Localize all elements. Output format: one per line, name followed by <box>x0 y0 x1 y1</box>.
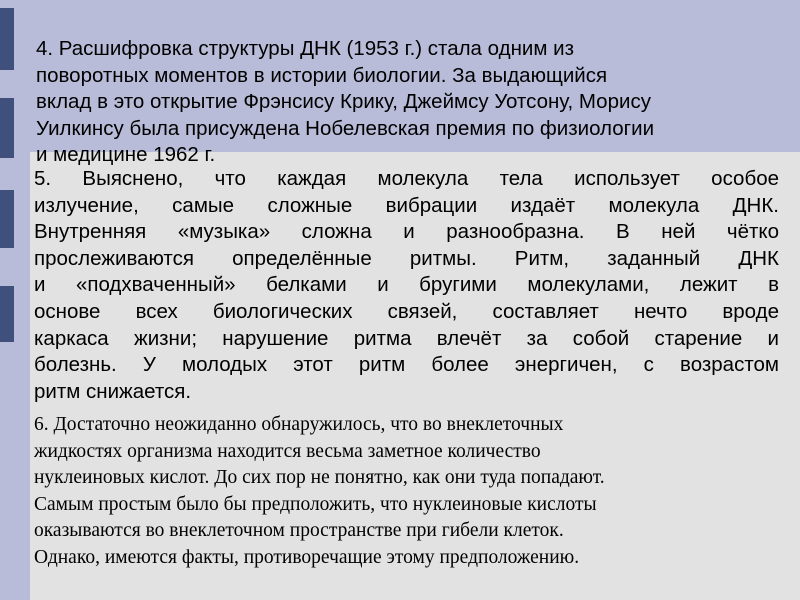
left-accent-bar <box>0 190 14 248</box>
paragraph-nucleic-acids <box>34 412 794 572</box>
paragraph-line: Уилкинсу была присуждена Нобелевская премия по физиологии <box>36 116 655 140</box>
paragraph-line: вклад в это открытие Фрэнсису Крику, Джеймсу Уотсону, Морису <box>36 90 651 114</box>
paragraph-line: излучение, самые сложные вибрации издаёт молекула ДНК. <box>34 193 779 217</box>
paragraph-line: нуклеиновых кислот. До сих пор не понятно, как они туда попадают. <box>34 467 605 489</box>
paragraph-line: Однако, имеются факты, противоречащие этому предположению. <box>34 546 580 568</box>
paragraph-line: и медицине 1962 г. <box>36 143 216 167</box>
paragraph-line: прослеживаются определённые ритмы. Ритм, заданный ДНК <box>34 246 779 270</box>
left-accent-bar <box>0 98 14 158</box>
paragraph-line: 5. Выяснено, что каждая молекула тела использует особое <box>34 167 779 190</box>
paragraph-line: 4. Расшифровка структуры ДНК (1953 г.) стала одним из <box>36 37 574 60</box>
paragraph-line: Самым простым было бы предположить, что нуклеиновые кислоты <box>34 493 597 515</box>
left-accent-bar <box>0 8 14 70</box>
paragraph-line: каркаса жизни; нарушение ритма влечёт за собой старение и <box>34 326 779 350</box>
paragraph-line: 6. Достаточно неожиданно обнаружилось, что во внеклеточных <box>34 414 564 435</box>
paragraph-line: Внутренняя «музыка» сложна и разнообразна. В ней чётко <box>34 220 779 244</box>
paragraph-line: поворотных моментов в истории биологии. За выдающийся <box>36 63 608 87</box>
paragraph-line: болезнь. У молодых этот ритм более энергичен, с возрастом <box>34 353 779 377</box>
left-accent-bar <box>0 286 14 342</box>
paragraph-line: и «подхваченный» белками и бругими молекулами, лежит в <box>34 273 779 297</box>
paragraph-line: оказываются во внеклеточном пространстве при гибели клеток. <box>34 520 564 542</box>
paragraph-dna-decoding <box>36 36 776 169</box>
paragraph-line: жидкостях организма находится весьма заметное количество <box>34 440 541 462</box>
paragraph-line: основе всех биологических связей, составляет нечто вроде <box>34 299 779 323</box>
paragraph-dna-rhythm <box>34 166 779 405</box>
paragraph-line: ритм снижается. <box>34 379 192 403</box>
